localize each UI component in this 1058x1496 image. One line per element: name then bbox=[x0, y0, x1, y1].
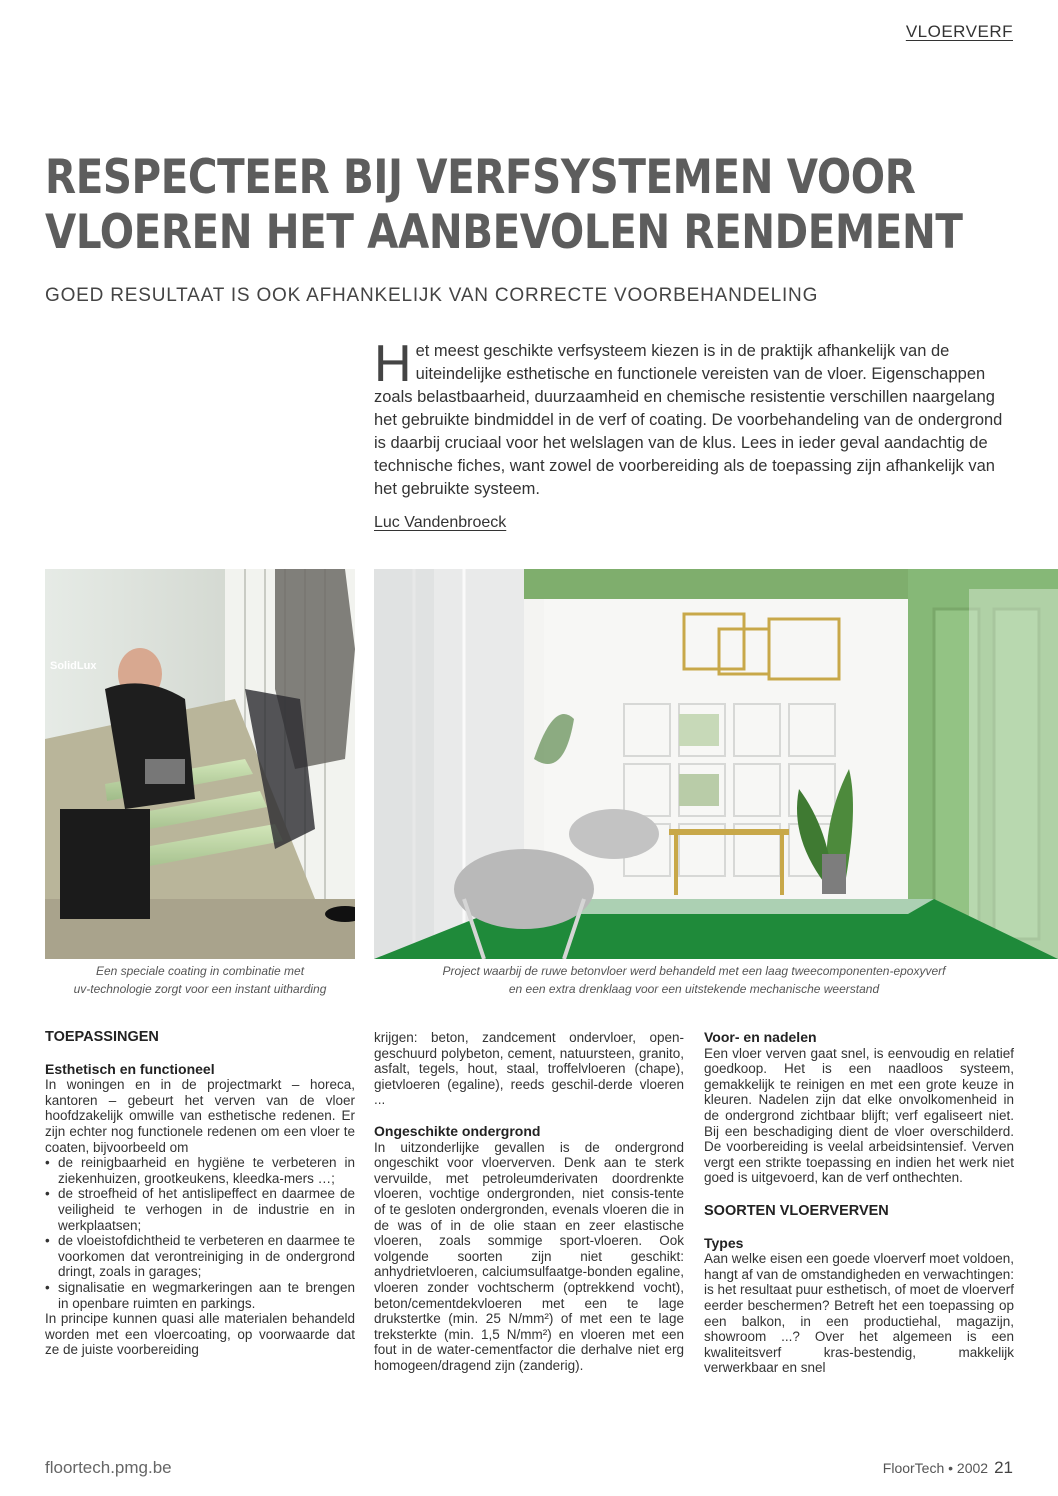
article-subtitle: GOED RESULTAAT IS OOK AFHANKELIJK VAN CORRECTE VOORBEHANDELING bbox=[45, 285, 819, 306]
photo1-caption-line-1: Een speciale coating in combinatie met bbox=[95, 964, 305, 978]
drop-cap: H bbox=[374, 335, 412, 393]
list-item: • de stroefheid of het antislipeffect en daarmee de veiligheid te verhogen in de industrie en in werkplaatsen; bbox=[45, 1186, 355, 1233]
list-item: • signalisatie en wegmarkeringen aan te brengen in openbare ruimten en parkings. bbox=[45, 1280, 355, 1311]
intro-paragraph bbox=[374, 335, 1014, 501]
photo1-caption-line-2: uv-technologie zorgt voor een instant uitharding bbox=[73, 982, 327, 996]
column-1 bbox=[45, 1030, 355, 1358]
footer-magazine bbox=[883, 1458, 1013, 1478]
subheading-voor-en-nadelen: Voor- en nadelen bbox=[704, 1029, 817, 1045]
bullet-list bbox=[45, 1155, 355, 1311]
title-line-1: RESPECTEER BIJ VERFSYSTEMEN VOOR bbox=[45, 150, 916, 205]
column-3 bbox=[704, 1030, 1014, 1376]
title-line-2: VLOEREN HET AANBEVOLEN RENDEMENT bbox=[45, 205, 963, 260]
paragraph: In principe kunnen quasi alle materialen behandeld worden met een vloercoating, op voorwaarde dat ze de juiste voorbereiding bbox=[45, 1311, 355, 1358]
paragraph: Een vloer verven gaat snel, is eenvoudig en relatief goedkoop. Het is een naadloos systeem, gemakkelijk te reinigen en met een grote keuze in kleuren. Nadelen zijn dat elke onvolkomenheid in de ondergrond zichtbaar blijft; verf egaliseert niet. Bij een beschadiging dient de vloer overschilderd. De voorbereiding is veelal arbeidsintensief. Verven vergt een strikte toepassing en indien het werk niet goed is uitgevoerd, kan de verf onthechten. bbox=[704, 1045, 1014, 1186]
photo1-caption bbox=[45, 962, 355, 998]
section-tag: VLOERVERF bbox=[905, 22, 1013, 41]
list-item: • de vloeistofdichtheid te verbeteren en daarmee te voorkomen dat verontreiniging in de ondergrond dringt, zoals in garages; bbox=[45, 1233, 355, 1280]
subheading-types: Types bbox=[704, 1234, 744, 1251]
interior-illustration bbox=[374, 569, 1058, 959]
photo2-caption-line-1: Project waarbij de ruwe betonvloer werd behandeld met een laag tweecomponenten-epoxyverf bbox=[442, 964, 946, 978]
magazine-issue: FloorTech • 2002 bbox=[882, 1460, 989, 1476]
photo2-caption-line-2: en een extra drenklaag voor een uitstekende mechanische weerstand bbox=[508, 982, 880, 996]
article-title bbox=[45, 150, 963, 260]
subheading-esthetisch: Esthetisch en functioneel bbox=[45, 1060, 215, 1077]
subheading-ongeschikte-ondergrond: Ongeschikte ondergrond bbox=[374, 1122, 541, 1139]
photo-staircase bbox=[45, 569, 355, 959]
photo-interior bbox=[374, 569, 1058, 959]
list-item: • de reinigbaarheid en hygiëne te verbeteren in ziekenhuizen, grootkeukens, kleedka-mers …; bbox=[45, 1155, 355, 1186]
column-2 bbox=[374, 1030, 684, 1373]
paragraph: Aan welke eisen een goede vloerverf moet voldoen, hangt af van de omstandigheden en verwachtingen: is het resultaat puur esthetisch, of moet de vloerverf eerder beschermen? Betreft het een toepassing op een balkon, in een productiehal, magazijn, showroom ...? Over het algemeen is een kwaliteitsverf kras-bestendig, makkelijk verwerkbaar en snel bbox=[704, 1251, 1014, 1376]
paragraph: In woningen en in de projectmarkt – horeca, kantoren – gebeurt het verven van de vloer hoofdzakelijk omwille van esthetische redenen. Er zijn echter nog functionele redenen om een vloer te coaten, bijvoorbeeld om bbox=[45, 1077, 355, 1155]
footer-url-link[interactable]: floortech.pmg.be bbox=[45, 1458, 172, 1477]
heading-toepassingen: TOEPASSINGEN bbox=[45, 1029, 159, 1045]
page-number: 21 bbox=[994, 1458, 1013, 1477]
intro-text: et meest geschikte verfsysteem kiezen is in de praktijk afhankelijk van de uiteindelijke esthetische en functionele vereisten van de vloer. Eigenschappen zoals belastbaarheid, duurzaamheid en chemische resistentie verschillen naargelang het gebruikte bindmiddel in de verf of coating. De voorbehandeling van de ondergrond is daarbij cruciaal voor het welslagen van de klus. Lees in ieder geval aandachtig de technische fiches, want zowel de voorbereiding als de toepassing zijn afhankelijk van het gebruikte systeem. bbox=[374, 342, 1003, 498]
staircase-illustration bbox=[45, 569, 355, 959]
photo2-caption bbox=[374, 962, 1014, 998]
author-byline: Luc Vandenbroeck bbox=[374, 514, 507, 531]
paragraph: In uitzonderlijke gevallen is de ondergrond ongeschikt voor vloerverven. Denk aan te sterk vervuilde, met petroleumderivaten doordrenkte vloeren, vochtige ondergronden, niet consis-tente of te gesloten ondergronden, evenals vloeren die in de was of in de olie staan en zeer elastische vloeren, zoals sommige sport-vloeren. Ook volgende soorten zijn niet geschikt: anhydrietvloeren, calciumsulfaatge-bonden egaline, vloeren zonder vochtscherm (optrekkend vocht), beton/cementdekvloeren met een te lage drukstertke (min. 25 N/mm²) of met een te lage treksterkte (min. 1,5 N/mm²) en vloeren met een fout in de water-cementfactor die derhalve niet erg homogeen/dragend zijn (zanderig). bbox=[374, 1139, 684, 1373]
solidlux-logo: SolidLux bbox=[50, 660, 97, 672]
paragraph: krijgen: beton, zandcement ondervloer, open-geschuurd polybeton, cement, natuursteen, granito, asfalt, tegels, hout, staal, troffelvloeren (chape), gietvloeren (egaline), reeds geschil-derde vloeren ... bbox=[374, 1030, 684, 1108]
heading-soorten-vloerverven: SOORTEN VLOERVERVEN bbox=[704, 1202, 889, 1219]
